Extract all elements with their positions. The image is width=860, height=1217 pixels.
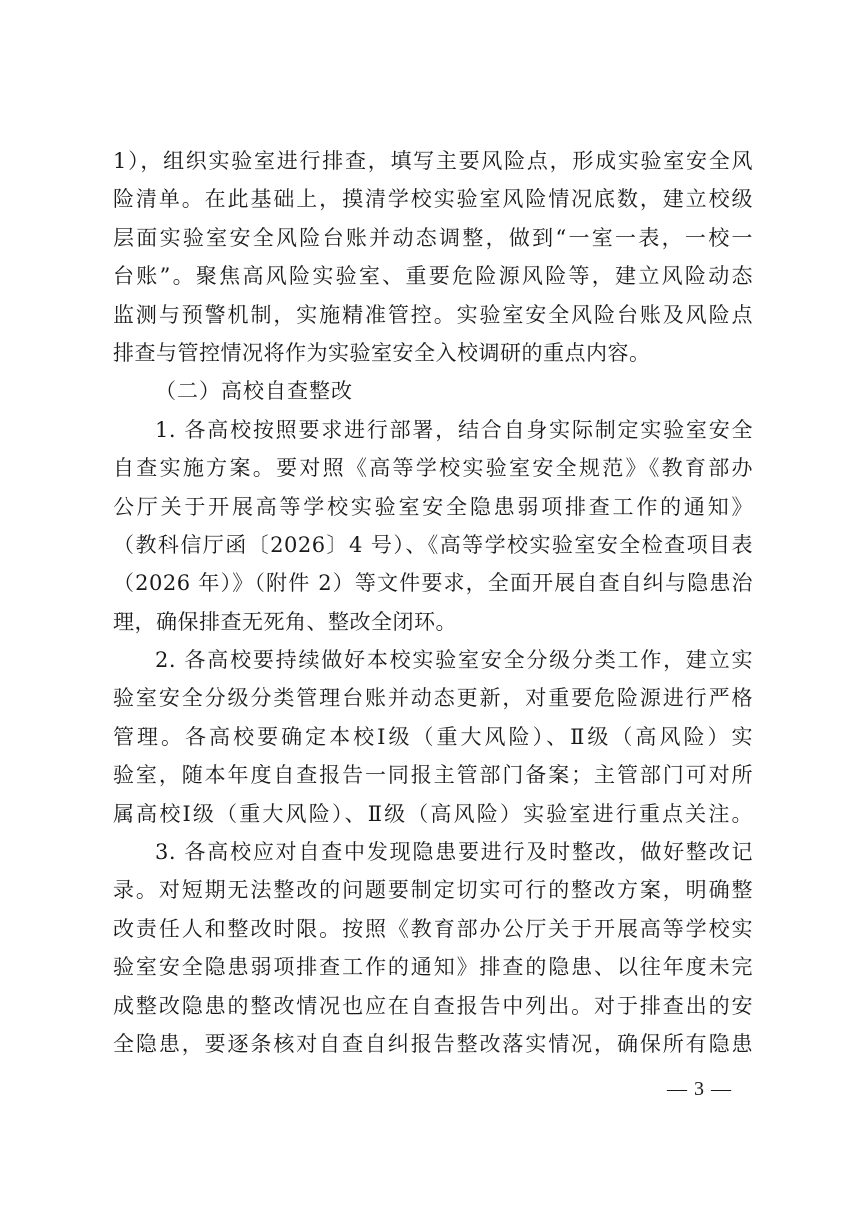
section-heading: （二）高校自查整改: [155, 379, 353, 404]
text-line: 3. 各高校应对自查中发现隐患要进行及时整改，做好整改记: [155, 840, 753, 865]
text-line: 排查与管控情况将作为实验室安全入校调研的重点内容。: [113, 340, 651, 365]
text-line: 管理。各高校要确定本校Ⅰ级（重大风险）、Ⅱ级（高风险）实: [113, 724, 753, 749]
text-line: 1），组织实验室进行排查，填写主要风险点，形成实验室安全风: [113, 149, 753, 173]
list-item-3: [113, 833, 753, 1063]
text-line: 2. 各高校要持续做好本校实验室安全分级分类工作，建立实: [155, 648, 753, 673]
text-line: 成整改隐患的整改情况也应在自查报告中列出。对于排查出的安: [113, 993, 753, 1018]
text-line: 险清单。在此基础上，摸清学校实验室风险情况底数，建立校级: [113, 187, 753, 212]
text-line: 全隐患，要逐条核对自查自纠报告整改落实情况，确保所有隐患: [113, 1031, 753, 1056]
text-line: 改责任人和整改时限。按照《教育部办公厅关于开展高等学校实: [113, 916, 753, 941]
text-line: 公厅关于开展高等学校实验室安全隐患弱项排查工作的通知》: [113, 494, 753, 519]
page-number: — 3 —: [667, 1078, 732, 1100]
text-line: 验室，随本年度自查报告一同报主管部门备案；主管部门可对所: [113, 763, 753, 788]
paragraph-risk-ledger: [113, 142, 753, 372]
text-line: 1. 各高校按照要求进行部署，结合自身实际制定实验室安全: [155, 417, 753, 442]
list-item-1: [113, 411, 753, 641]
text-line: 属高校Ⅰ级（重大风险）、Ⅱ级（高风险）实验室进行重点关注。: [113, 801, 753, 826]
text-line: 台账”。聚焦高风险实验室、重要危险源风险等，建立风险动态: [113, 264, 753, 289]
text-line: 自查实施方案。要对照《高等学校实验室安全规范》《教育部办: [113, 456, 753, 481]
list-item-2: [113, 641, 753, 833]
text-line: 验室安全分级分类管理台账并动态更新，对重要危险源进行严格: [113, 686, 753, 711]
text-line: （2026 年）》（附件 2）等文件要求，全面开展自查自纠与隐患治: [113, 571, 753, 596]
text-line: 监测与预警机制，实施精准管控。实验室安全风险台账及风险点: [113, 302, 753, 327]
text-line: 理，确保排查无死角、整改全闭环。: [113, 609, 457, 634]
document-body: [113, 142, 753, 1063]
text-line: 录。对短期无法整改的问题要制定切实可行的整改方案，明确整: [113, 878, 753, 903]
text-line: （教科信厅函〔2026〕4 号）、《高等学校实验室安全检查项目表: [113, 532, 753, 557]
text-line: 层面实验室安全风险台账并动态调整，做到“一室一表，一校一: [113, 225, 753, 250]
text-line: 验室安全隐患弱项排查工作的通知》排查的隐患、以往年度未完: [113, 955, 753, 980]
